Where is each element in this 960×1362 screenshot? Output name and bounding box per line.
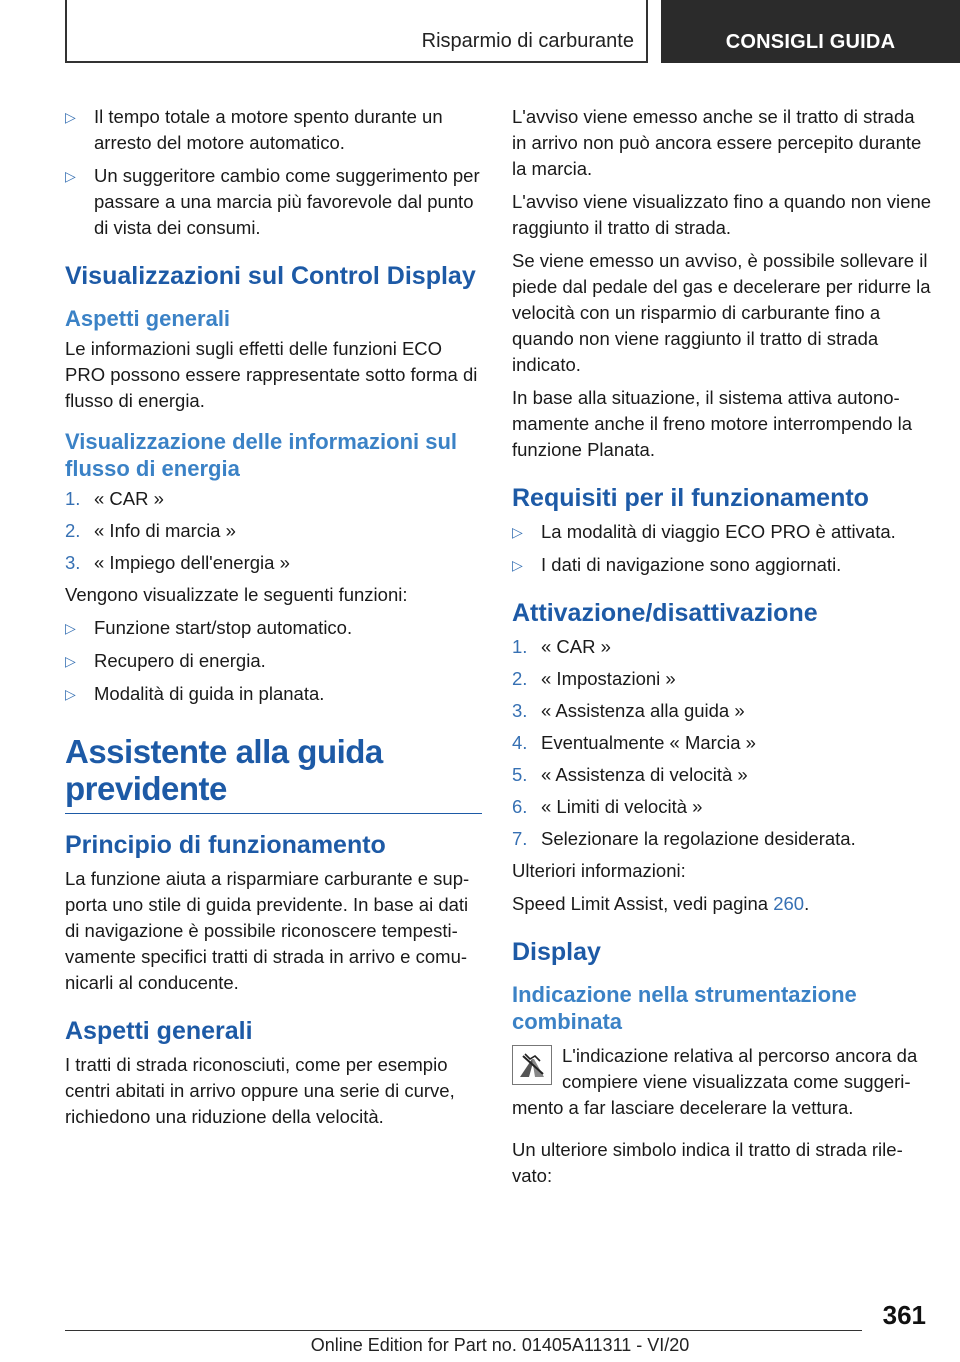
paragraph: L'avviso viene emesso anche se il tratto di strada in arrivo non può ancora essere percepito durante la marcia. <box>512 106 922 179</box>
list-item: ▷ Funzione start/stop automatico. <box>65 615 480 641</box>
paragraph: Se viene emesso un avviso, è possibile sollevare il piede dal pedale del gas e decelerare per ridurre la velocità con un risparmio di carburante fino a quando non viene raggiunto il tratto di strada indicato. <box>512 250 931 375</box>
list-item: ▷ Un suggeritore cambio come suggerimento per passare a una marcia più favorevole dal punto di vista dei consumi. <box>65 165 480 238</box>
paragraph: Speed Limit Assist, vedi pagina 260. <box>512 893 810 914</box>
road-hazard-icon <box>512 1045 552 1085</box>
step-item: 3. « Assistenza alla guida » <box>512 700 745 721</box>
chapter-tab[interactable] <box>661 0 960 63</box>
heading-requisiti: Requisiti per il funzionamento <box>512 484 869 512</box>
footer-edition: Online Edition for Part no. 01405A11311 - VI/20 <box>310 1335 690 1355</box>
step-item: 7. Selezionare la regolazione desiderata. <box>512 828 856 849</box>
step-item: 2. « Impostazioni » <box>512 668 676 689</box>
chapter-title: CONSIGLI GUIDA <box>725 31 896 53</box>
list-item: ▷ La modalità di viaggio ECO PRO è attivata. <box>512 519 932 545</box>
heading-principio: Principio di funzionamento <box>65 831 386 859</box>
paragraph: L'avviso viene visualizzato fino a quando non viene raggiunto il tratto di strada. <box>512 191 932 238</box>
left-column <box>65 104 480 1137</box>
paragraph: Vengono visualizzate le seguenti funzioni: <box>65 584 408 605</box>
triangle-bullet-icon: ▷ <box>65 653 76 669</box>
list-item: ▷ Recupero di energia. <box>65 648 480 674</box>
heading-display: Display <box>512 938 601 966</box>
list-item: ▷ Modalità di guida in planata. <box>65 681 480 707</box>
paragraph: Ulteriori informazioni: <box>512 860 686 881</box>
list-item: ▷ I dati di navigazione sono aggiornati. <box>512 552 932 578</box>
heading-attivazione: Attivazione/disattivazione <box>512 599 818 627</box>
step-item: 1. « CAR » <box>512 636 611 657</box>
triangle-bullet-icon: ▷ <box>512 557 523 573</box>
triangle-bullet-icon: ▷ <box>65 168 76 184</box>
header-frame <box>65 0 648 63</box>
heading-indicazione: Indicazione nella strumentazione combinata <box>512 982 857 1034</box>
step-item: 3. « Impiego dell'energia » <box>65 552 290 573</box>
paragraph: La funzione aiuta a risparmiare carburante e supporta uno stile di guida previdente. In base ai dati di navigazione è possibile riconoscere tempestivamente specifici tratti di strada in arrivo e comunicarli al conducente. <box>65 868 470 993</box>
step-item: 1. « CAR » <box>65 488 164 509</box>
step-item: 5. « Assistenza di velocità » <box>512 764 748 785</box>
right-column <box>512 104 932 1196</box>
paragraph: In base alla situazione, il sistema attiva autonomamente anche il freno motore interrompendo la funzione Planata. <box>512 387 913 460</box>
heading-rule <box>65 813 482 814</box>
step-item: 4. Eventualmente « Marcia » <box>512 732 756 753</box>
heading-aspetti-generali-2: Aspetti generali <box>65 1017 253 1045</box>
list-item: ▷ Il tempo totale a motore spento durante un arresto del motore automatico. <box>65 106 443 153</box>
step-item: 2. « Info di marcia » <box>65 520 236 541</box>
footer-rule <box>65 1330 862 1331</box>
chapter-heading-assistente: Assistente alla guida previdente <box>65 733 383 807</box>
triangle-bullet-icon: ▷ <box>65 109 76 125</box>
triangle-bullet-icon: ▷ <box>65 620 76 636</box>
triangle-bullet-icon: ▷ <box>65 686 76 702</box>
heading-aspetti-generali-1: Aspetti generali <box>65 306 231 331</box>
page-number: 361 <box>882 1300 926 1330</box>
icon-paragraph: L'indicazione relativa al percorso ancora da compiere viene visualizzata come suggerimento a far lasciare decelerare la vettura. <box>512 1045 918 1118</box>
triangle-bullet-icon: ▷ <box>512 524 523 540</box>
section-title: Risparmio di carburante <box>421 30 634 52</box>
step-item: 6. « Limiti di velocità » <box>512 796 703 817</box>
heading-flusso-energia: Visualizzazione delle informazioni sul flusso di energia <box>65 429 458 481</box>
heading-visualizzazioni: Visualizzazioni sul Control Display <box>65 262 476 290</box>
paragraph: Un ulteriore simbolo indica il tratto di strada rilevato: <box>512 1139 903 1186</box>
paragraph: Le informazioni sugli effetti delle funzioni ECO PRO possono essere rappresentate sotto forma di flusso di energia. <box>65 338 478 411</box>
paragraph: I tratti di strada riconosciuti, come per esempio centri abitati in arrivo oppure una serie di curve, richiedono una riduzione della velocità. <box>65 1054 455 1127</box>
page-link[interactable]: 260 <box>773 893 805 914</box>
